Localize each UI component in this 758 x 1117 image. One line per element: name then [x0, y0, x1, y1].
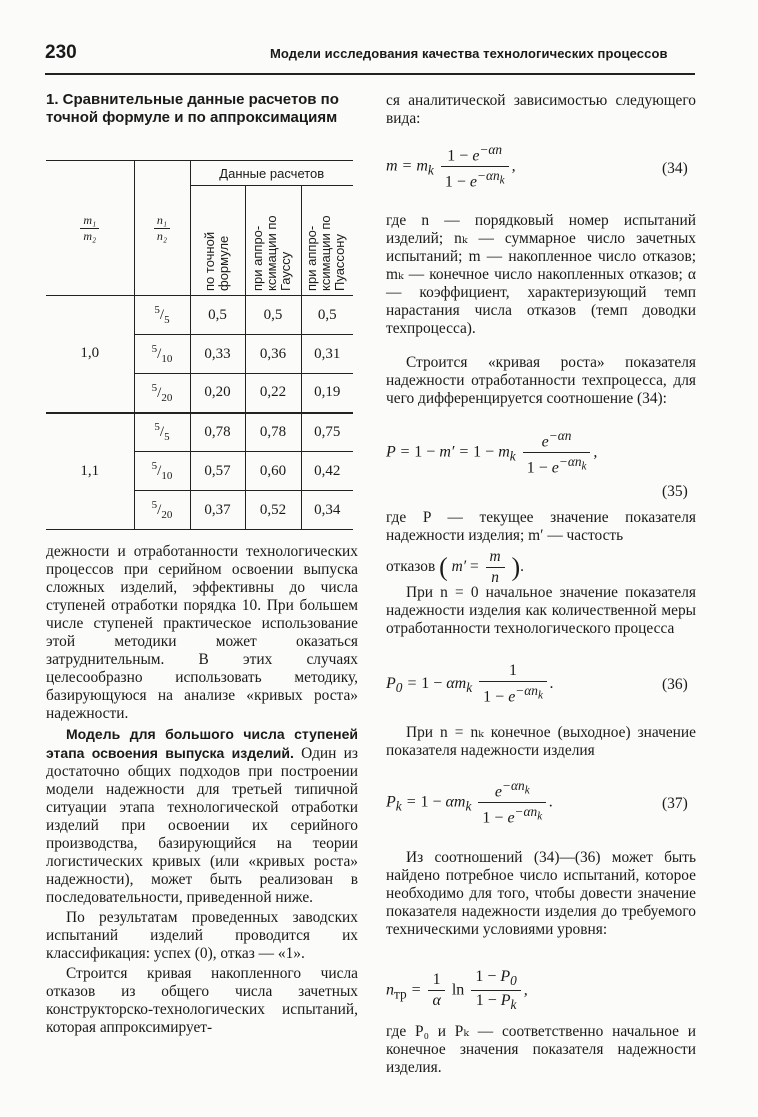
paragraph: По результатам проведенных заводских испытаний изделий проводится их классификация: успех (0), отказ — «1». [46, 909, 358, 962]
right-text-4: где P — текущее значение показателя надежности изделия; m′ — частость [386, 509, 696, 544]
page-number: 230 [45, 42, 77, 63]
equation-number: (36) [662, 676, 688, 693]
cell-n-ratio: $^5/_{20}$ [134, 374, 190, 413]
running-title: Модели исследования качества технологических процессов [270, 46, 668, 61]
cell-gauss: 0,60 [245, 452, 301, 491]
cell-poisson: 0,75 [301, 413, 353, 452]
paragraph: дежности и отработанности технологических процессов при серийном освоении выпуска сложных изделий, эффективны до числа ступеней отработки порядка 10. При большем числе ступеней практическое использование этой методики может оказаться затруднительным. В этих случаях целесообразно использовать методику, базирующуюся на анализе «кривых роста» надежности. [46, 543, 358, 722]
cell-n-ratio: $^5/_{20}$ [134, 491, 190, 530]
col-m-header: $\frac{\text{m₁}}{\text{m₂}}$ [46, 161, 134, 296]
table-title: 1. Сравнительные данные расчетов по точной формуле и по аппроксимациям [46, 91, 339, 126]
col-poisson-header: при аппро-ксимации по Пуассону [301, 186, 353, 296]
table-row [46, 296, 353, 335]
cell-n-ratio: $^5/_5$ [134, 296, 190, 335]
cell-exact: 0,5 [190, 296, 245, 335]
right-text-7: Из соотношений (34)—(36) может быть найдено потребное число испытаний, которое необходимо для того, чтобы довести значение показателя надежности изделия до требуемого техническими условиями уровня: [386, 849, 696, 938]
equation-37: $P_k = 1 - \alpha m_k$ $\frac{e^{-\alpha n_k}}{1 - e^{-\alpha n_k}}$ . [386, 778, 554, 827]
right-text-6: При n = nₖ конечное (выходное) значение показателя надежности изделия [386, 724, 696, 759]
col-n-header: $\frac{\text{n₁}}{\text{n₂}}$ [134, 161, 190, 296]
group-header: Данные расчетов [190, 161, 353, 186]
right-text-3: Строится «кривая роста» показателя надежности отработанности техпроцесса, для чего дифференцируется соотношение (34): [386, 354, 696, 407]
cell-gauss: 0,22 [245, 374, 301, 413]
cell-gauss: 0,52 [245, 491, 301, 530]
cell-gauss: 0,5 [245, 296, 301, 335]
right-text-1: ся аналитической зависимостью следующего вида: [386, 92, 696, 127]
header-rule [45, 73, 695, 75]
equation-number: (34) [662, 160, 688, 177]
equation-35: $P = 1 - m' = 1 - m_k$ $\frac{e^{-\alpha n}}{1 - e^{-\alpha n_k}}$ , [386, 428, 598, 477]
equation-36: $P_0 = 1 - \alpha m_k$ $\frac{1}{1 - e^{-\alpha n_k}}$ . [386, 662, 554, 706]
equation-number: (35) [662, 483, 688, 500]
cell-gauss: 0,78 [245, 413, 301, 452]
cell-n-ratio: $^5/_5$ [134, 413, 190, 452]
left-column [46, 543, 358, 1037]
cell-gauss: 0,36 [245, 335, 301, 374]
equation-number: (37) [662, 795, 688, 812]
cell-m-ratio: 1,0 [46, 296, 134, 413]
table-row [46, 413, 353, 452]
cell-poisson: 0,42 [301, 452, 353, 491]
cell-exact: 0,33 [190, 335, 245, 374]
equation-n-tr: $n_{тр}$ = $\frac{1}{\alpha}$ ln $\frac{1 - P_0}{1 - P_k}$ , [386, 968, 528, 1013]
cell-poisson: 0,31 [301, 335, 353, 374]
right-text-2: где n — порядковый номер испытаний изделий; nₖ — суммарное число зачетных испытаний; m — накопленное число отказов; mₖ — конечное число накопленных отказов; α — коэффициент, характеризующий темп нарастания числа отказов (темп доводки техпроцесса). [386, 212, 696, 337]
cell-poisson: 0,34 [301, 491, 353, 530]
cell-poisson: 0,19 [301, 374, 353, 413]
cell-poisson: 0,5 [301, 296, 353, 335]
col-gauss-header: при аппро-ксимации по Гауссу [245, 186, 301, 296]
cell-exact: 0,57 [190, 452, 245, 491]
right-text-8: где P₀ и Pₖ — соответственно начальное и конечное значения показателя надежности изделия. [386, 1023, 696, 1076]
cell-exact: 0,20 [190, 374, 245, 413]
cell-n-ratio: $^5/_{10}$ [134, 335, 190, 374]
col-exact-header: по точной формуле [190, 186, 245, 296]
frequency-definition: отказов ( m′ = $\frac{m}{n}$ ). [386, 548, 525, 586]
comparison-table [46, 160, 353, 530]
paragraph: Модель для большого числа ступеней этапа освоения выпуска изделий. Один из достаточно общих подходов при построении модели надежности для третьей типичной ситуации этапа технологической отработки изделий при освоении их серийного производства, базирующийся на теории логистических кривых (или «кривых роста» надежности), может быть реализован в последовательности, приведенной ниже. [46, 726, 359, 906]
paragraph: Строится кривая накопленного числа отказов из общего числа зачетных конструкторско-технологических испытаний, которая аппроксимирует- [46, 965, 358, 1036]
equation-34: $m = m_k$ $\frac{1 - e^{-\alpha n}}{1 - e^{-\alpha n_k}}$ , [386, 142, 516, 191]
cell-exact: 0,37 [190, 491, 245, 530]
cell-n-ratio: $^5/_{10}$ [134, 452, 190, 491]
cell-m-ratio: 1,1 [46, 413, 134, 530]
right-text-5: При n = 0 начальное значение показателя надежности изделия как количественной меры отработанности технологического процесса [386, 584, 696, 637]
cell-exact: 0,78 [190, 413, 245, 452]
